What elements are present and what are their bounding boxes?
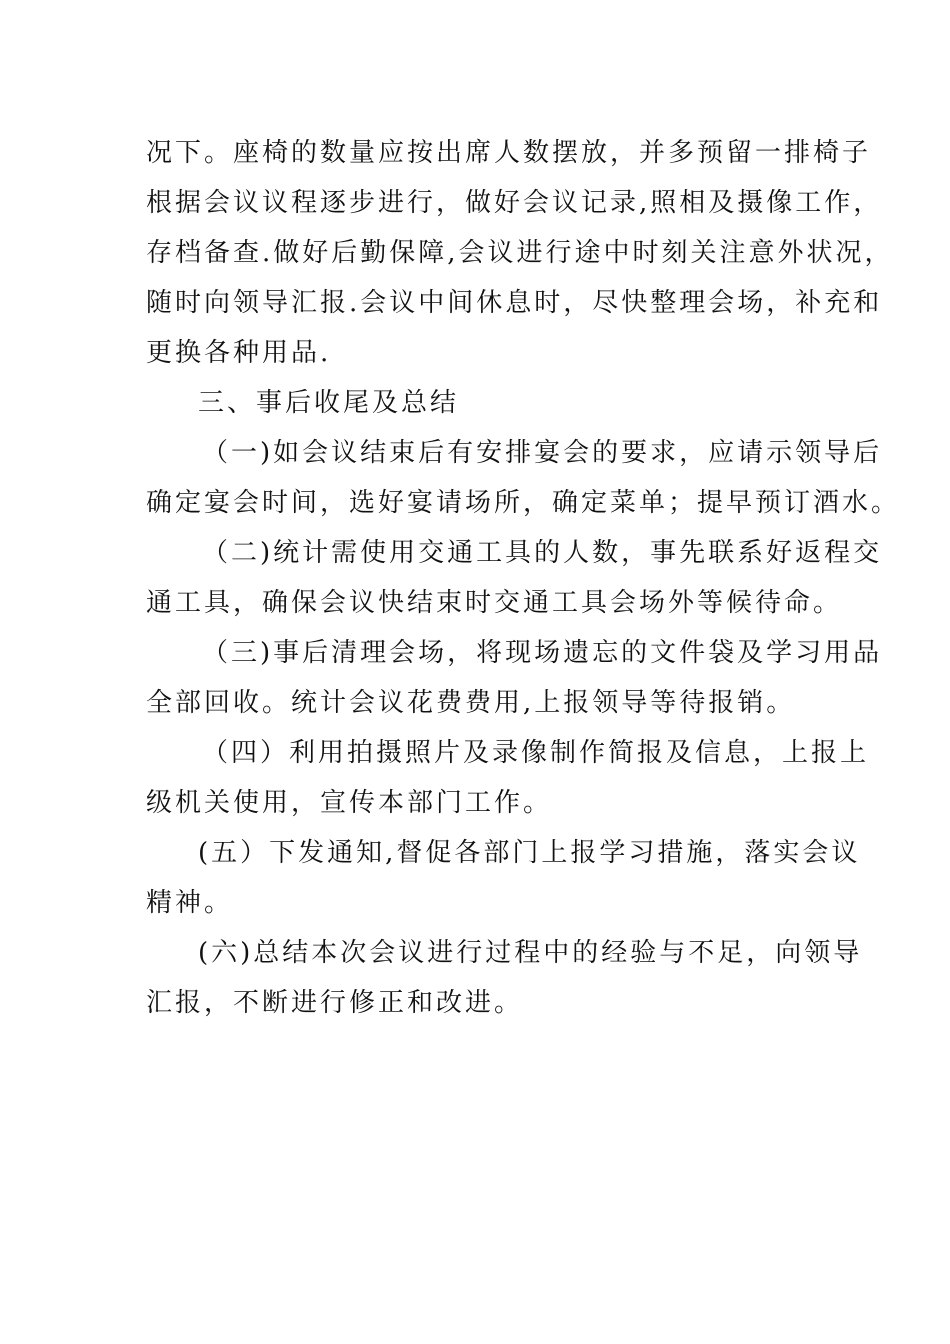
paragraph-line: 随时向领导汇报.会议中间休息时，尽快整理会场，补充和 <box>146 288 883 318</box>
list-item-line: （二)统计需使用交通工具的人数，事先联系好返程交 <box>202 538 883 568</box>
list-item-line: （三)事后清理会场，将现场遗忘的文件袋及学习用品 <box>202 638 883 668</box>
list-item-line: （一)如会议结束后有安排宴会的要求，应请示领导后 <box>202 438 883 468</box>
list-item-line: 级机关使用，宣传本部门工作。 <box>146 788 553 818</box>
list-item-line: 汇报，不断进行修正和改进。 <box>146 988 524 1018</box>
paragraph-line: 况下。座椅的数量应按出席人数摆放，并多预留一排椅子 <box>146 138 872 168</box>
list-item-line: (五）下发通知,督促各部门上报学习措施，落实会议 <box>198 838 861 868</box>
section-heading: 三、事后收尾及总结 <box>198 388 460 418</box>
list-item-line: 精神。 <box>146 888 234 918</box>
paragraph-line: 存档备查.做好后勤保障,会议进行途中时刻关注意外状况， <box>146 238 894 268</box>
document-body <box>146 128 901 1028</box>
paragraph-line: 根据会议议程逐步进行，做好会议记录,照相及摄像工作， <box>146 188 883 218</box>
list-item-line: 全部回收。统计会议花费费用,上报领导等待报销。 <box>146 688 796 718</box>
list-item-line: 确定宴会时间，选好宴请场所，确定菜单；提早预订酒水。 <box>146 488 901 518</box>
list-item-line: （四）利用拍摄照片及录像制作简报及信息，上报上 <box>202 738 870 768</box>
paragraph-line: 更换各种用品. <box>146 338 332 368</box>
list-item-line: (六)总结本次会议进行过程中的经验与不足，向领导 <box>198 938 863 968</box>
list-item-line: 通工具，确保会议快结束时交通工具会场外等候待命。 <box>146 588 843 618</box>
